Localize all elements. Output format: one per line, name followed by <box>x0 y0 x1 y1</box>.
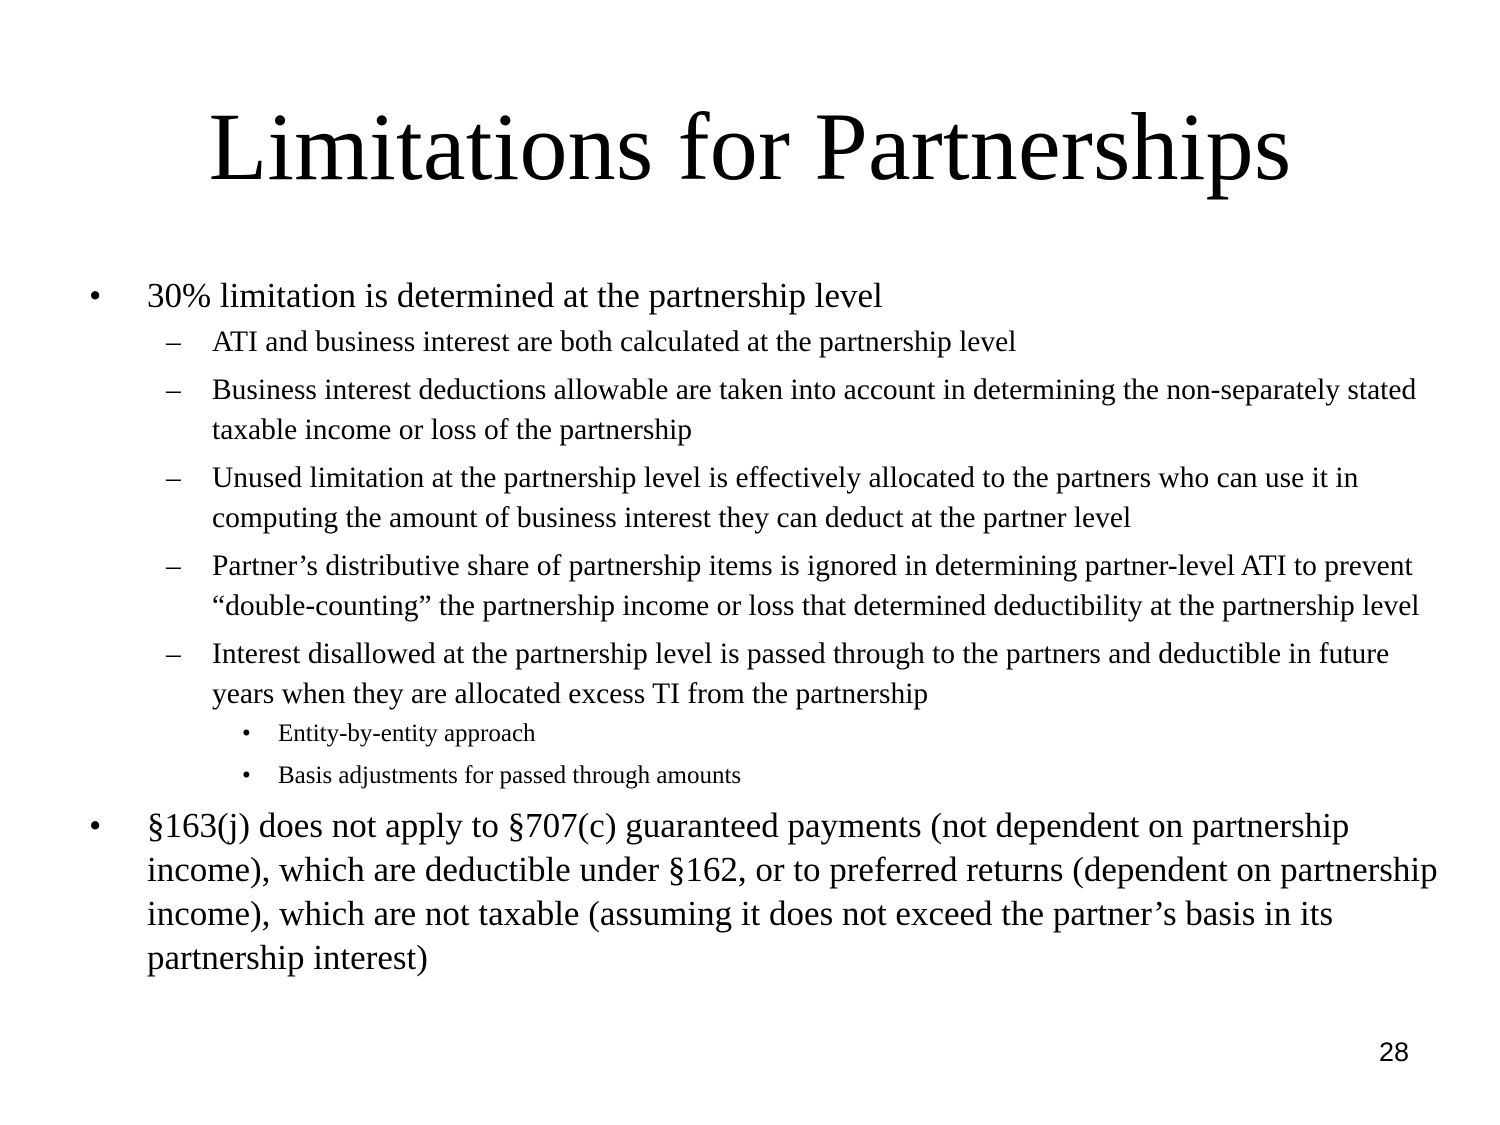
dash-marker: – <box>166 462 181 494</box>
sub-bullet-item <box>80 546 1440 626</box>
dash-marker: – <box>166 326 181 358</box>
bullet-marker: • <box>89 276 102 315</box>
bullet-marker: • <box>242 720 251 747</box>
bullet-item <box>80 804 1440 980</box>
sub-bullet-item <box>80 322 1440 362</box>
slide-title: Limitations for Partnerships <box>208 93 1292 200</box>
bullet-text: §163(j) does not apply to §707(c) guaranteed payments (not dependent on partnership income), which are deductible under §162, or to preferred returns (dependent on partnership income), which are not taxable (assuming it does not exceed the partner’s basis in its partnership interest) <box>147 806 1438 977</box>
sub-bullet-item <box>80 370 1440 450</box>
sub-bullet-item <box>80 458 1440 538</box>
sub-bullet-text: Unused limitation at the partnership level is effectively allocated to the partners who can use it in computing the amount of business interest they can deduct at the partner level <box>212 462 1359 534</box>
bullet-marker: • <box>89 806 102 845</box>
sub-bullet-text: ATI and business interest are both calculated at the partnership level <box>212 326 1017 358</box>
sub-sub-bullet-text: Entity-by-entity approach <box>278 720 536 747</box>
sub-bullet-text: Business interest deductions allowable are taken into account in determining the non-separately stated taxable income or loss of the partnership <box>212 374 1417 446</box>
sub-sub-bullet-item <box>80 718 1440 750</box>
sub-sub-bullet-text: Basis adjustments for passed through amounts <box>278 762 742 789</box>
dash-marker: – <box>166 550 181 582</box>
sub-bullet-text: Interest disallowed at the partnership level is passed through to the partners and deductible in future years when they are allocated excess TI from the partnership <box>212 638 1390 710</box>
slide-content <box>80 274 1440 980</box>
sub-bullet-text: Partner’s distributive share of partnership items is ignored in determining partner-level ATI to prevent “double-counting” the partnership income or loss that determined deductibility at the partnership level <box>212 550 1420 622</box>
dash-marker: – <box>166 374 181 406</box>
bullet-item <box>80 274 1440 318</box>
dash-marker: – <box>166 638 181 670</box>
bullet-text: 30% limitation is determined at the partnership level <box>147 276 883 315</box>
sub-sub-bullet-item <box>80 760 1440 792</box>
bullet-marker: • <box>242 762 251 789</box>
sub-bullet-item <box>80 634 1440 714</box>
page-number: 28 <box>1379 1037 1410 1067</box>
